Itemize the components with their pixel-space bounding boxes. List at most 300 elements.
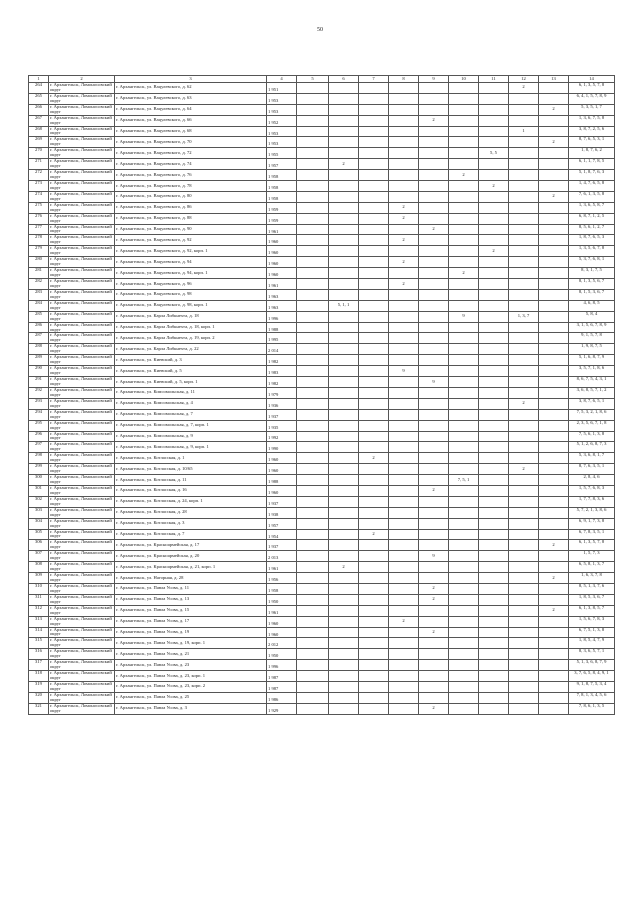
cell-col-5: [297, 137, 329, 148]
cell-col-1: 276: [29, 213, 49, 224]
cell-col-5: [297, 213, 329, 224]
cell-col-8: [389, 627, 419, 638]
cell-col-14: 6, 4, 1, 5, 7, 8, 9: [569, 93, 615, 104]
cell-col-1: 301: [29, 485, 49, 496]
cell-col-9: [419, 431, 449, 442]
cell-col-9: [419, 616, 449, 627]
cell-col-9: [419, 420, 449, 431]
column-header-8: 8: [389, 76, 419, 83]
table-row: [29, 279, 615, 290]
cell-col-14: 3, 8, 7, 6, 5, 1: [569, 398, 615, 409]
cell-col-3: г. Архангельск, ул. Карла Либкнехта, д. 19, корп. 2: [115, 333, 267, 344]
cell-col-3: г. Архангельск, ул. Павла Усова, д. 3: [115, 703, 267, 714]
cell-col-9: 2: [419, 485, 449, 496]
cell-col-6: [329, 377, 359, 388]
cell-col-11: [479, 562, 509, 573]
cell-col-12: [509, 485, 539, 496]
cell-col-3: г. Архангельск, ул. Вацулевского, д. 63: [115, 93, 267, 104]
cell-col-4: 1 950: [267, 649, 297, 660]
column-header-6: 6: [329, 76, 359, 83]
cell-col-12: [509, 583, 539, 594]
column-header-5: 5: [297, 76, 329, 83]
cell-col-11: [479, 170, 509, 181]
cell-col-5: [297, 703, 329, 714]
cell-col-8: [389, 137, 419, 148]
column-header-12: 12: [509, 76, 539, 83]
cell-col-11: [479, 398, 509, 409]
cell-col-11: [479, 671, 509, 682]
cell-col-4: 1 957: [267, 159, 297, 170]
cell-col-9: [419, 202, 449, 213]
cell-col-12: 2: [509, 398, 539, 409]
table-row: [29, 703, 615, 714]
cell-col-13: [539, 377, 569, 388]
cell-col-8: [389, 681, 419, 692]
cell-col-7: [359, 660, 389, 671]
cell-col-8: [389, 246, 419, 257]
cell-col-3: г. Архангельск, ул. Карла Либкнехта, д. 18, корп. 1: [115, 322, 267, 333]
cell-col-3: г. Архангельск, ул. Павла Усова, д. 23, корп. 1: [115, 671, 267, 682]
cell-col-6: [329, 638, 359, 649]
table-row: [29, 246, 615, 257]
column-header-7: 7: [359, 76, 389, 83]
cell-col-10: [449, 605, 479, 616]
cell-col-7: [359, 573, 389, 584]
cell-col-1: 300: [29, 475, 49, 486]
cell-col-3: г. Архангельск, ул. Вацулевского, д. 90: [115, 224, 267, 235]
cell-col-8: [389, 431, 419, 442]
table-row: [29, 202, 615, 213]
table-row: [29, 507, 615, 518]
cell-col-14: 1, 8, 5, 4, 7, 9: [569, 638, 615, 649]
cell-col-9: [419, 300, 449, 311]
cell-col-11: [479, 409, 509, 420]
cell-col-9: [419, 475, 449, 486]
cell-col-3: г. Архангельск, ул. Красноармейская, д. 21, корп. 1: [115, 562, 267, 573]
cell-col-13: [539, 660, 569, 671]
cell-col-9: [419, 507, 449, 518]
cell-col-14: 8, 6, 7, 5, 4, 3, 1: [569, 377, 615, 388]
cell-col-2: г. Архангельск, Ломоносовский округ: [49, 703, 115, 714]
cell-col-9: 9: [419, 377, 449, 388]
cell-col-6: [329, 540, 359, 551]
cell-col-14: 1, 8, 7, 6, 5, 3: [569, 235, 615, 246]
column-header-1: 1: [29, 76, 49, 83]
cell-col-2: г. Архангельск, Ломоносовский округ: [49, 333, 115, 344]
table-row: [29, 300, 615, 311]
cell-col-6: [329, 671, 359, 682]
cell-col-1: 281: [29, 268, 49, 279]
cell-col-7: [359, 322, 389, 333]
cell-col-5: [297, 387, 329, 398]
cell-col-8: 2: [389, 235, 419, 246]
cell-col-13: [539, 649, 569, 660]
cell-col-13: [539, 616, 569, 627]
cell-col-5: [297, 333, 329, 344]
cell-col-7: [359, 420, 389, 431]
cell-col-3: г. Архангельск, ул. Вацулевского, д. 74: [115, 159, 267, 170]
cell-col-2: г. Архангельск, Ломоносовский округ: [49, 159, 115, 170]
cell-col-6: [329, 475, 359, 486]
cell-col-12: [509, 344, 539, 355]
cell-col-8: [389, 398, 419, 409]
cell-col-2: г. Архангельск, Ломоносовский округ: [49, 475, 115, 486]
cell-col-4: 1 954: [267, 529, 297, 540]
table-row: [29, 475, 615, 486]
cell-col-10: [449, 638, 479, 649]
cell-col-9: [419, 671, 449, 682]
cell-col-13: [539, 507, 569, 518]
cell-col-12: [509, 268, 539, 279]
table-row: [29, 159, 615, 170]
cell-col-8: [389, 485, 419, 496]
cell-col-3: г. Архангельск, ул. Котласская, д. 28: [115, 507, 267, 518]
cell-col-9: [419, 170, 449, 181]
cell-col-9: [419, 311, 449, 322]
cell-col-2: г. Архангельск, Ломоносовский округ: [49, 257, 115, 268]
cell-col-7: [359, 377, 389, 388]
cell-col-11: [479, 485, 509, 496]
cell-col-8: [389, 355, 419, 366]
table-row: [29, 289, 615, 300]
cell-col-4: 1 982: [267, 377, 297, 388]
cell-col-10: [449, 333, 479, 344]
cell-col-13: [539, 398, 569, 409]
cell-col-4: 1 995: [267, 333, 297, 344]
cell-col-13: [539, 159, 569, 170]
cell-col-2: г. Архангельск, Ломоносовский округ: [49, 104, 115, 115]
cell-col-5: [297, 594, 329, 605]
cell-col-7: [359, 496, 389, 507]
cell-col-8: [389, 605, 419, 616]
cell-col-13: [539, 344, 569, 355]
cell-col-1: 304: [29, 518, 49, 529]
cell-col-7: [359, 115, 389, 126]
cell-col-8: [389, 322, 419, 333]
table-row: [29, 366, 615, 377]
cell-col-5: [297, 442, 329, 453]
cell-col-5: [297, 322, 329, 333]
cell-col-12: [509, 475, 539, 486]
column-header-13: 13: [539, 76, 569, 83]
cell-col-14: 7, 6, 1, 3, 5, 8: [569, 191, 615, 202]
cell-col-11: [479, 692, 509, 703]
cell-col-8: [389, 300, 419, 311]
cell-col-6: [329, 409, 359, 420]
table-row: [29, 464, 615, 475]
cell-col-12: [509, 649, 539, 660]
cell-col-9: [419, 83, 449, 94]
cell-col-8: [389, 649, 419, 660]
cell-col-4: 1 986: [267, 692, 297, 703]
cell-col-9: [419, 496, 449, 507]
cell-col-13: [539, 518, 569, 529]
cell-col-3: г. Архангельск, ул. Вацулевского, д. 70: [115, 137, 267, 148]
cell-col-11: [479, 115, 509, 126]
table-row: [29, 213, 615, 224]
cell-col-4: 1 937: [267, 409, 297, 420]
cell-col-10: [449, 191, 479, 202]
cell-col-3: г. Архангельск, ул. Комсомольская, д. 7, корп. 1: [115, 420, 267, 431]
table-row: [29, 355, 615, 366]
cell-col-5: [297, 409, 329, 420]
cell-col-3: г. Архангельск, ул. Вацулевского, д. 98, корп. 1: [115, 300, 267, 311]
cell-col-6: [329, 464, 359, 475]
cell-col-1: 316: [29, 649, 49, 660]
cell-col-5: [297, 279, 329, 290]
cell-col-14: 5, 1, 6, 8, 7, 9: [569, 355, 615, 366]
cell-col-4: 1 960: [267, 235, 297, 246]
cell-col-2: г. Архангельск, Ломоносовский округ: [49, 692, 115, 703]
cell-col-12: [509, 355, 539, 366]
cell-col-14: 5, 7, 2, 1, 3, 8, 6: [569, 507, 615, 518]
cell-col-4: 2 012: [267, 638, 297, 649]
cell-col-10: [449, 181, 479, 192]
cell-col-10: [449, 104, 479, 115]
cell-col-13: [539, 692, 569, 703]
cell-col-7: [359, 475, 389, 486]
cell-col-11: [479, 322, 509, 333]
cell-col-7: [359, 289, 389, 300]
cell-col-7: [359, 148, 389, 159]
cell-col-8: [389, 671, 419, 682]
cell-col-12: [509, 115, 539, 126]
cell-col-4: 1 950: [267, 594, 297, 605]
cell-col-12: [509, 409, 539, 420]
table-row: [29, 170, 615, 181]
cell-col-1: 280: [29, 257, 49, 268]
cell-col-14: 1, 3, 5, 6, 7, 8: [569, 246, 615, 257]
cell-col-2: г. Архангельск, Ломоносовский округ: [49, 322, 115, 333]
cell-col-14: 1, 3, 6, 7, 5, 8: [569, 115, 615, 126]
cell-col-3: г. Архангельск, ул. Вацулевского, д. 78: [115, 181, 267, 192]
cell-col-14: 8, 3, 1, 7, 5: [569, 268, 615, 279]
cell-col-13: 2: [539, 605, 569, 616]
cell-col-2: г. Архангельск, Ломоносовский округ: [49, 442, 115, 453]
cell-col-13: [539, 551, 569, 562]
cell-col-12: [509, 692, 539, 703]
cell-col-9: [419, 529, 449, 540]
cell-col-2: г. Архангельск, Ломоносовский округ: [49, 594, 115, 605]
cell-col-9: 2: [419, 703, 449, 714]
cell-col-7: [359, 181, 389, 192]
cell-col-1: 314: [29, 627, 49, 638]
cell-col-12: [509, 191, 539, 202]
cell-col-12: [509, 551, 539, 562]
cell-col-7: [359, 387, 389, 398]
cell-col-4: 1 963: [267, 300, 297, 311]
cell-col-11: [479, 464, 509, 475]
cell-col-9: [419, 681, 449, 692]
cell-col-4: 1 935: [267, 420, 297, 431]
cell-col-2: г. Архангельск, Ломоносовский округ: [49, 170, 115, 181]
cell-col-12: [509, 93, 539, 104]
cell-col-13: [539, 681, 569, 692]
cell-col-12: [509, 660, 539, 671]
cell-col-4: 2 014: [267, 344, 297, 355]
cell-col-9: [419, 540, 449, 551]
table-body: [29, 83, 615, 715]
cell-col-9: [419, 213, 449, 224]
cell-col-6: [329, 518, 359, 529]
cell-col-11: [479, 268, 509, 279]
cell-col-8: [389, 93, 419, 104]
cell-col-9: [419, 660, 449, 671]
cell-col-9: [419, 279, 449, 290]
cell-col-7: [359, 104, 389, 115]
cell-col-3: г. Архангельск, ул. Котласская, д. 1: [115, 453, 267, 464]
table-row: [29, 627, 615, 638]
cell-col-1: 286: [29, 322, 49, 333]
cell-col-12: [509, 148, 539, 159]
cell-col-5: [297, 366, 329, 377]
cell-col-4: 1 929: [267, 703, 297, 714]
cell-col-13: [539, 638, 569, 649]
cell-col-11: [479, 638, 509, 649]
cell-col-11: [479, 540, 509, 551]
cell-col-6: [329, 605, 359, 616]
cell-col-6: [329, 148, 359, 159]
cell-col-2: г. Архангельск, Ломоносовский округ: [49, 344, 115, 355]
cell-col-5: [297, 191, 329, 202]
cell-col-11: [479, 311, 509, 322]
cell-col-7: [359, 409, 389, 420]
cell-col-10: [449, 257, 479, 268]
header-row: [29, 76, 615, 83]
cell-col-9: 9: [419, 551, 449, 562]
cell-col-1: 277: [29, 224, 49, 235]
cell-col-14: 7, 8, 1, 3, 4, 5, 6: [569, 692, 615, 703]
cell-col-8: [389, 453, 419, 464]
cell-col-2: г. Архангельск, Ломоносовский округ: [49, 507, 115, 518]
cell-col-14: 3, 7, 6, 5, 8, 4, 9, 1: [569, 671, 615, 682]
cell-col-13: [539, 257, 569, 268]
cell-col-11: [479, 300, 509, 311]
cell-col-14: 1, 6, 3, 7, 8: [569, 573, 615, 584]
cell-col-3: г. Архангельск, ул. Вацулевского, д. 80: [115, 191, 267, 202]
cell-col-14: 8, 1, 3, 5, 6, 7: [569, 279, 615, 290]
cell-col-12: [509, 529, 539, 540]
cell-col-7: [359, 191, 389, 202]
cell-col-13: [539, 300, 569, 311]
cell-col-13: [539, 148, 569, 159]
cell-col-14: 5, 8, 4: [569, 311, 615, 322]
cell-col-5: [297, 507, 329, 518]
cell-col-13: [539, 464, 569, 475]
cell-col-12: [509, 442, 539, 453]
cell-col-14: 6, 1, 3, 5, 7, 8: [569, 540, 615, 551]
cell-col-7: [359, 671, 389, 682]
cell-col-11: [479, 279, 509, 290]
cell-col-14: 1, 9, 8, 7, 5: [569, 344, 615, 355]
table-row: [29, 191, 615, 202]
cell-col-2: г. Архангельск, Ломоносовский округ: [49, 583, 115, 594]
cell-col-12: [509, 333, 539, 344]
cell-col-3: г. Архангельск, ул. Киевский, д. 5: [115, 366, 267, 377]
cell-col-12: [509, 627, 539, 638]
cell-col-10: [449, 583, 479, 594]
cell-col-6: [329, 83, 359, 94]
cell-col-6: [329, 703, 359, 714]
cell-col-4: 1 960: [267, 268, 297, 279]
cell-col-10: [449, 649, 479, 660]
cell-col-3: г. Архангельск, ул. Вацулевского, д. 64: [115, 104, 267, 115]
cell-col-8: [389, 148, 419, 159]
cell-col-7: [359, 83, 389, 94]
cell-col-2: г. Архангельск, Ломоносовский округ: [49, 681, 115, 692]
cell-col-11: [479, 126, 509, 137]
cell-col-4: 1 960: [267, 485, 297, 496]
cell-col-1: 288: [29, 344, 49, 355]
cell-col-11: [479, 627, 509, 638]
cell-col-11: [479, 605, 509, 616]
cell-col-4: 1 937: [267, 540, 297, 551]
cell-col-5: [297, 170, 329, 181]
cell-col-6: 2: [329, 159, 359, 170]
cell-col-4: 1 992: [267, 431, 297, 442]
cell-col-4: 1 988: [267, 475, 297, 486]
cell-col-5: [297, 562, 329, 573]
cell-col-7: [359, 605, 389, 616]
cell-col-11: [479, 475, 509, 486]
cell-col-9: [419, 605, 449, 616]
register-table: [28, 75, 615, 715]
cell-col-2: г. Архангельск, Ломоносовский округ: [49, 485, 115, 496]
cell-col-11: [479, 213, 509, 224]
cell-col-10: [449, 671, 479, 682]
cell-col-12: [509, 257, 539, 268]
cell-col-8: [389, 583, 419, 594]
cell-col-4: 1 938: [267, 507, 297, 518]
table-row: [29, 692, 615, 703]
cell-col-4: 1 988: [267, 322, 297, 333]
cell-col-12: 2: [509, 464, 539, 475]
cell-col-2: г. Архангельск, Ломоносовский округ: [49, 431, 115, 442]
cell-col-9: [419, 344, 449, 355]
cell-col-8: [389, 562, 419, 573]
cell-col-13: [539, 671, 569, 682]
cell-col-1: 273: [29, 181, 49, 192]
cell-col-7: [359, 235, 389, 246]
column-header-11: 11: [479, 76, 509, 83]
cell-col-3: г. Архангельск, ул. Вацулевского, д. 96: [115, 279, 267, 290]
cell-col-3: г. Архангельск, ул. Комсомольская, д. 9: [115, 431, 267, 442]
cell-col-3: г. Архангельск, ул. Павла Усова, д. 23: [115, 660, 267, 671]
cell-col-3: г. Архангельск, ул. Киевский, д. 5, корп. 1: [115, 377, 267, 388]
cell-col-2: г. Архангельск, Ломоносовский округ: [49, 627, 115, 638]
cell-col-11: [479, 616, 509, 627]
cell-col-12: [509, 279, 539, 290]
cell-col-9: [419, 562, 449, 573]
cell-col-9: [419, 366, 449, 377]
cell-col-13: [539, 442, 569, 453]
cell-col-14: 3, 5, 7, 1, 8, 6: [569, 366, 615, 377]
cell-col-11: [479, 420, 509, 431]
cell-col-3: г. Архангельск, ул. Вацулевского, д. 94: [115, 257, 267, 268]
cell-col-4: 1 958: [267, 181, 297, 192]
cell-col-1: 302: [29, 496, 49, 507]
cell-col-5: [297, 300, 329, 311]
cell-col-1: 283: [29, 289, 49, 300]
cell-col-13: [539, 333, 569, 344]
cell-col-12: [509, 573, 539, 584]
table-row: [29, 485, 615, 496]
table-row: [29, 681, 615, 692]
cell-col-14: 9, 1, 5, 7, 8: [569, 333, 615, 344]
table-row: [29, 377, 615, 388]
cell-col-10: [449, 551, 479, 562]
cell-col-11: 2: [479, 181, 509, 192]
